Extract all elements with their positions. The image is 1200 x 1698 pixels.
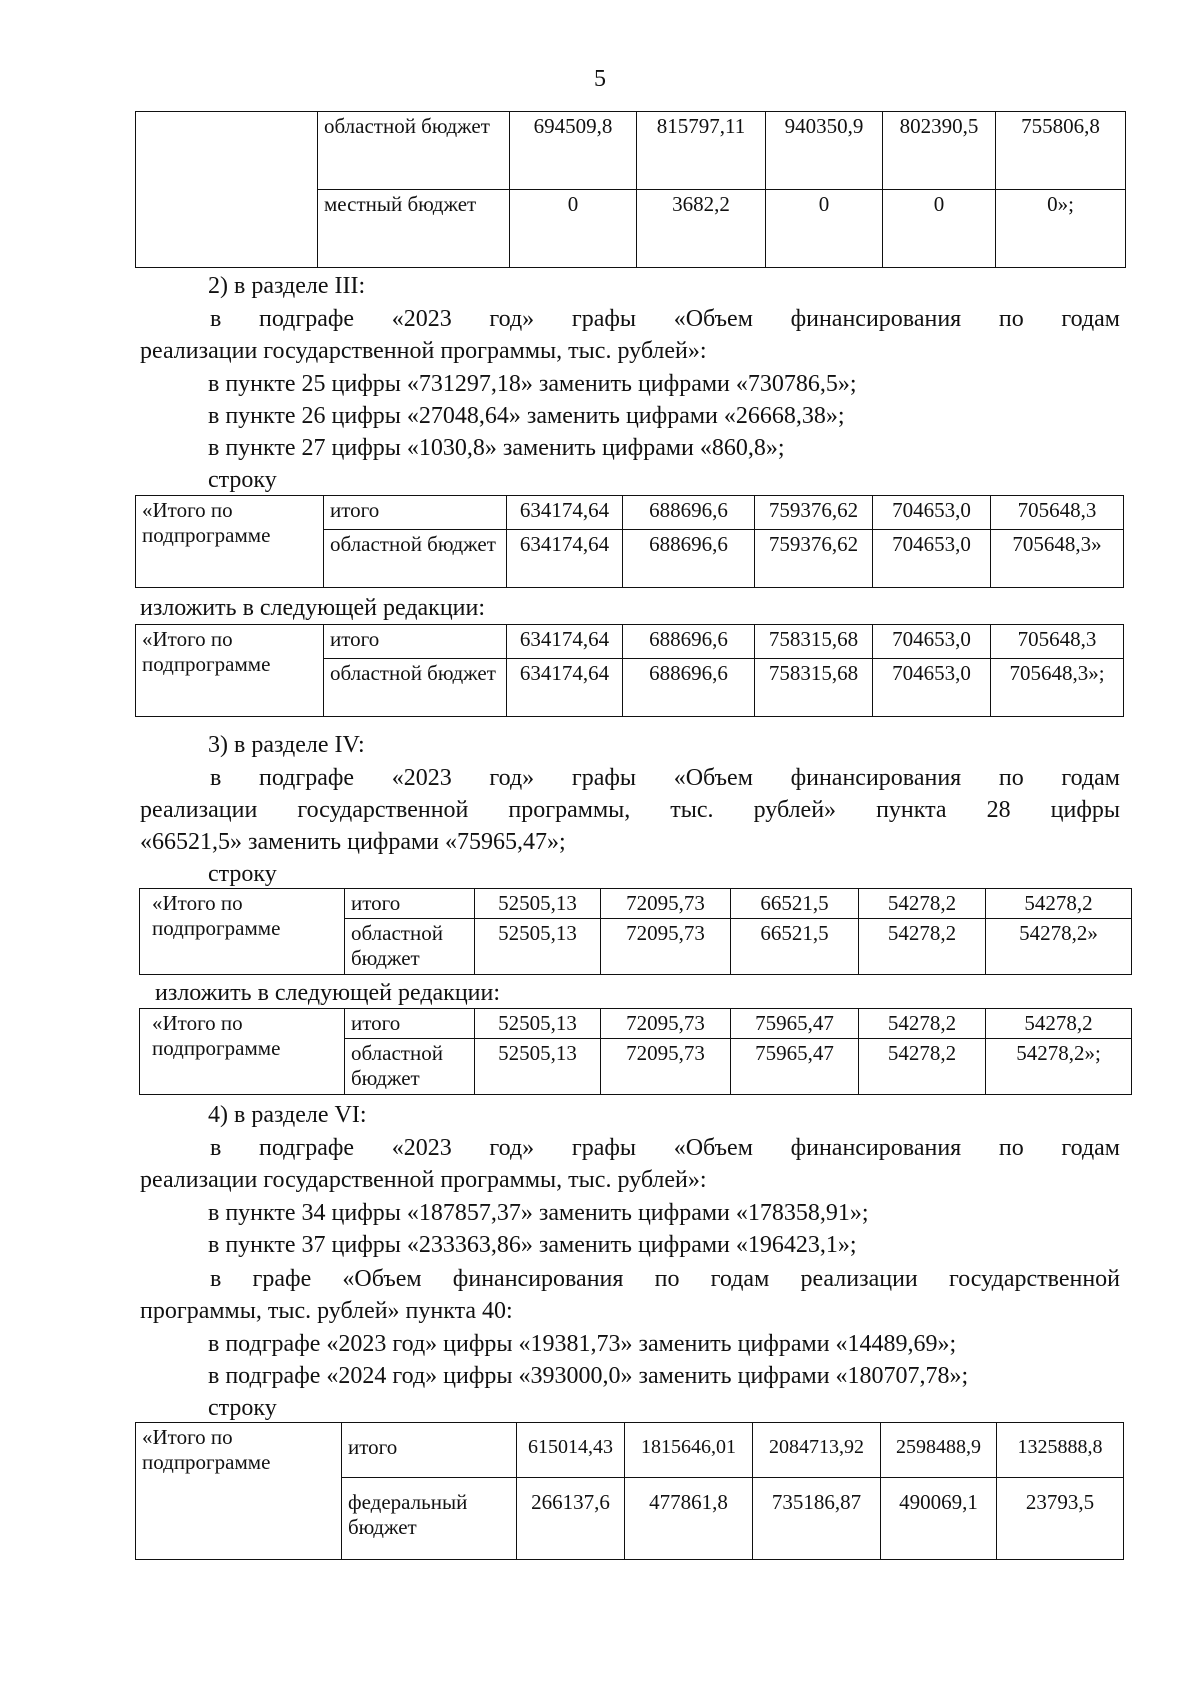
table-old-row-section4 — [139, 888, 1132, 975]
table-new-row-section3 — [135, 624, 1124, 717]
table-cell: 755806,8 — [996, 112, 1126, 190]
row-label: итого — [324, 496, 507, 530]
table-cell: 802390,5 — [883, 112, 996, 190]
row-label: итого — [324, 625, 507, 659]
table-cell: 704653,0 — [873, 530, 991, 588]
table-cell: 52505,13 — [475, 1009, 601, 1039]
row-label: областной бюджет — [324, 530, 507, 588]
table-cell: 54278,2 — [986, 889, 1132, 919]
table-cell: 52505,13 — [475, 1039, 601, 1095]
paragraph: в подграфе «2023 год» графы «Объем финансирования по годам — [210, 765, 1120, 791]
table-cell: 3682,2 — [637, 190, 766, 268]
table-cell: 688696,6 — [623, 625, 755, 659]
table-cell: 490069,1 — [881, 1478, 997, 1560]
table-budget-continuation — [135, 111, 1126, 268]
table-cell: 75965,47 — [731, 1009, 859, 1039]
table-cell: 0 — [510, 190, 637, 268]
paragraph: в подграфе «2023 год» графы «Объем финансирования по годам — [210, 1135, 1120, 1161]
table-cell: 688696,6 — [623, 659, 755, 717]
table-cell: 634174,64 — [507, 625, 623, 659]
table-cell: 72095,73 — [601, 1009, 731, 1039]
table-cell: 72095,73 — [601, 889, 731, 919]
table-cell: 615014,43 — [517, 1423, 625, 1478]
table-cell: 2598488,9 — [881, 1423, 997, 1478]
row-label: итого — [345, 889, 475, 919]
instruction-line: в пункте 27 цифры «1030,8» заменить цифрами «860,8»; — [208, 435, 785, 461]
instruction-line: в пункте 37 цифры «233363,86» заменить цифрами «196423,1»; — [208, 1232, 857, 1258]
table-cell: 704653,0 — [873, 496, 991, 530]
table-cell: 634174,64 — [507, 530, 623, 588]
instruction-line: в пункте 34 цифры «187857,37» заменить цифрами «178358,91»; — [208, 1200, 869, 1226]
instruction-line: в пункте 26 цифры «27048,64» заменить цифрами «26668,38»; — [208, 403, 845, 429]
section-heading: 3) в разделе IV: — [208, 732, 365, 758]
row-label: областной бюджет — [318, 112, 510, 190]
table-new-row-section4 — [139, 1008, 1132, 1095]
table-cell: 72095,73 — [601, 1039, 731, 1095]
caption-stroku: строку — [208, 467, 277, 493]
table-cell: 0»; — [996, 190, 1126, 268]
row-label: областной бюджет — [345, 919, 475, 975]
table-cell: 66521,5 — [731, 889, 859, 919]
table-cell: 688696,6 — [623, 496, 755, 530]
instruction-line: в пункте 25 цифры «731297,18» заменить цифрами «730786,5»; — [208, 371, 857, 397]
page-number: 5 — [594, 66, 606, 92]
section-heading: 4) в разделе VI: — [208, 1102, 367, 1128]
table-cell: 634174,64 — [507, 659, 623, 717]
table-cell: 758315,68 — [755, 625, 873, 659]
table-cell: 52505,13 — [475, 919, 601, 975]
instruction-line: в подграфе «2024 год» цифры «393000,0» заменить цифрами «180707,78»; — [208, 1363, 969, 1389]
paragraph: реализации государственной программы, тыс. рублей»: — [140, 1167, 707, 1193]
caption-replace: изложить в следующей редакции: — [155, 980, 501, 1006]
paragraph: в подграфе «2023 год» графы «Объем финансирования по годам — [210, 306, 1120, 332]
table-cell: 735186,87 — [753, 1478, 881, 1560]
table-cell: 688696,6 — [623, 530, 755, 588]
row-label: областной бюджет — [324, 659, 507, 717]
row-group-label: «Итого по подпрограмме — [136, 496, 324, 588]
row-group-label: «Итого по подпрограмме — [140, 889, 345, 975]
table-cell: 72095,73 — [601, 919, 731, 975]
table-cell: 75965,47 — [731, 1039, 859, 1095]
table-cell: 266137,6 — [517, 1478, 625, 1560]
row-label: итого — [345, 1009, 475, 1039]
table-cell: 54278,2 — [859, 919, 986, 975]
table-cell: 705648,3 — [991, 496, 1124, 530]
table-cell: 759376,62 — [755, 530, 873, 588]
table-cell: 694509,8 — [510, 112, 637, 190]
table-cell: 705648,3»; — [991, 659, 1124, 717]
table-cell: 0 — [883, 190, 996, 268]
table-cell: 704653,0 — [873, 625, 991, 659]
table-cell: 54278,2 — [859, 889, 986, 919]
caption-stroku: строку — [208, 861, 277, 887]
paragraph: реализации государственной программы, тыс. рублей» пункта 28 цифры — [140, 797, 1120, 823]
table-cell: 54278,2» — [986, 919, 1132, 975]
table-cell: 52505,13 — [475, 889, 601, 919]
table-cell: 705648,3» — [991, 530, 1124, 588]
table-cell: 54278,2»; — [986, 1039, 1132, 1095]
table-cell: 634174,64 — [507, 496, 623, 530]
paragraph: реализации государственной программы, тыс. рублей»: — [140, 338, 707, 364]
table-cell: 940350,9 — [766, 112, 883, 190]
paragraph: в графе «Объем финансирования по годам реализации государственной — [210, 1266, 1120, 1292]
table-cell: 477861,8 — [625, 1478, 753, 1560]
table-cell: 815797,11 — [637, 112, 766, 190]
section-heading: 2) в разделе III: — [208, 273, 366, 299]
table-cell: 66521,5 — [731, 919, 859, 975]
table-cell: 54278,2 — [986, 1009, 1132, 1039]
row-group-label: «Итого по подпрограмме — [140, 1009, 345, 1095]
instruction-line: в подграфе «2023 год» цифры «19381,73» заменить цифрами «14489,69»; — [208, 1331, 957, 1357]
table-cell: 1815646,01 — [625, 1423, 753, 1478]
row-group-label: «Итого по подпрограмме — [136, 1423, 342, 1560]
table-cell: 54278,2 — [859, 1039, 986, 1095]
row-group-label: «Итого по подпрограмме — [136, 625, 324, 717]
caption-replace: изложить в следующей редакции: — [140, 595, 486, 621]
table-old-row-section3 — [135, 495, 1124, 588]
table-cell: 23793,5 — [997, 1478, 1124, 1560]
table-cell: 758315,68 — [755, 659, 873, 717]
table-cell: 705648,3 — [991, 625, 1124, 659]
caption-stroku: строку — [208, 1395, 277, 1421]
table-old-row-section6 — [135, 1422, 1124, 1560]
table-cell: 54278,2 — [859, 1009, 986, 1039]
table-empty-cell — [136, 112, 318, 268]
table-cell: 759376,62 — [755, 496, 873, 530]
table-cell: 0 — [766, 190, 883, 268]
row-label: итого — [342, 1423, 517, 1478]
table-cell: 704653,0 — [873, 659, 991, 717]
table-cell: 2084713,92 — [753, 1423, 881, 1478]
paragraph: программы, тыс. рублей» пункта 40: — [140, 1298, 513, 1324]
row-label: федеральный бюджет — [342, 1478, 517, 1560]
row-label: местный бюджет — [318, 190, 510, 268]
row-label: областной бюджет — [345, 1039, 475, 1095]
table-cell: 1325888,8 — [997, 1423, 1124, 1478]
paragraph: «66521,5» заменить цифрами «75965,47»; — [140, 829, 566, 855]
